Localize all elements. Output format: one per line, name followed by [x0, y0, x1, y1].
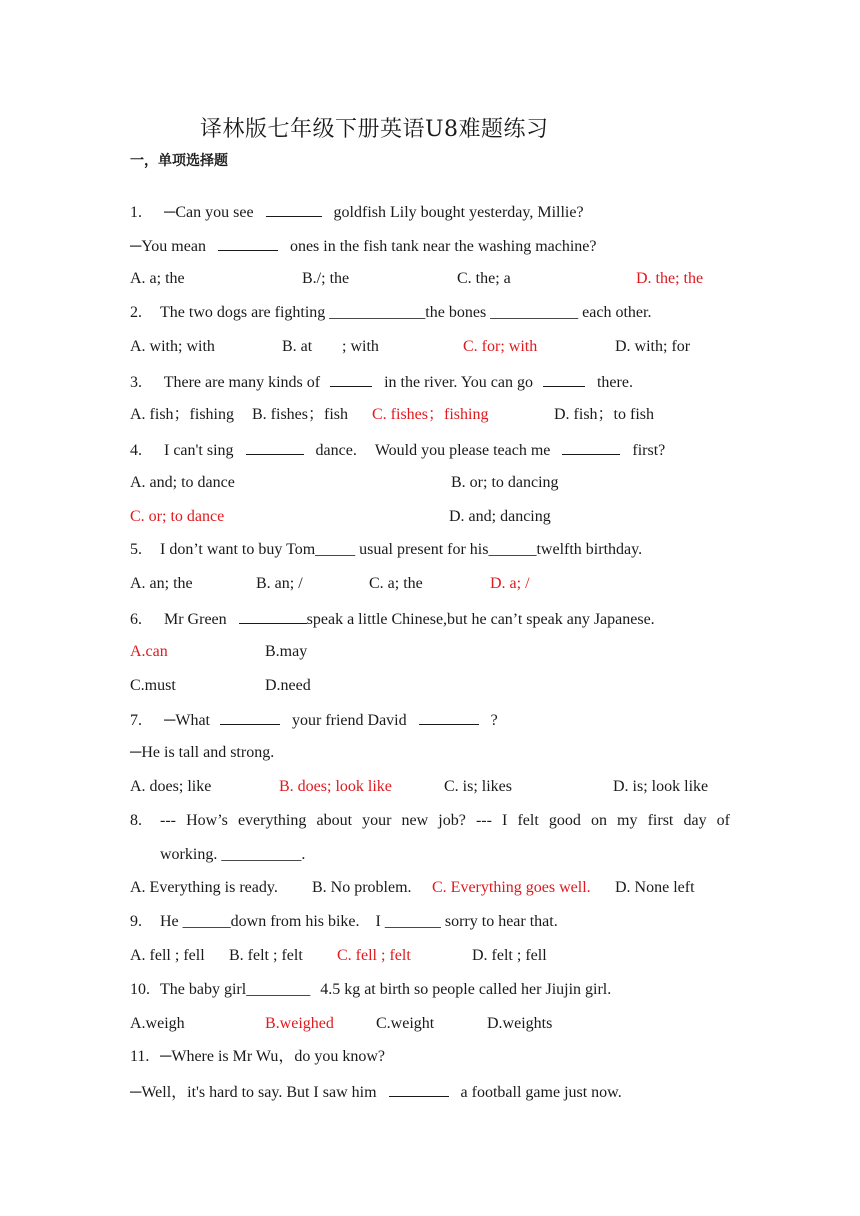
- option-c-answer: C. Everything goes well.: [432, 879, 591, 896]
- option-b: B.may: [265, 643, 308, 660]
- question-number: 1.: [130, 204, 142, 221]
- question-number: 4.: [130, 442, 142, 459]
- option-d: D. None left: [615, 879, 695, 896]
- question-number: 7.: [130, 712, 142, 729]
- blank: [330, 371, 372, 387]
- question-number: 3.: [130, 374, 142, 391]
- option-d-answer: D. a; /: [490, 575, 530, 592]
- option-d-answer: D. the; the: [636, 270, 704, 287]
- blank: [246, 439, 304, 455]
- question-9-line-1: 9. He ______down from his bike. I _______ sorry to hear that.: [130, 913, 558, 930]
- blank: [239, 608, 307, 624]
- option-d: D. with; for: [615, 338, 691, 355]
- option-b: B. felt ; felt: [229, 947, 303, 964]
- option-d: D. is; look like: [613, 778, 709, 795]
- option-a: A. fell ; fell: [130, 947, 205, 964]
- question-number: 5.: [130, 541, 142, 558]
- option-a: A. fish；fishing: [130, 406, 235, 423]
- option-c: C. is; likes: [444, 778, 513, 795]
- question-3-line-1: 3. There are many kinds of in the river. You can go there.: [130, 371, 633, 393]
- option-b: B. No problem.: [312, 879, 412, 896]
- question-number: 2.: [130, 304, 142, 321]
- question-8-line-1: --- How’s everything about your new job? --- I felt good on my first day of: [160, 812, 730, 829]
- question-number: 11.: [130, 1048, 150, 1065]
- question-8-line-2: working. __________.: [160, 846, 306, 863]
- question-11-line-2: ─Well，it's hard to say. But I saw him a football game just now.: [130, 1081, 622, 1103]
- option-b-answer: B. does; look like: [279, 778, 392, 795]
- question-6-line-1: 6. Mr Green speak a little Chinese,but he can’t speak any Japanese.: [130, 608, 655, 630]
- blank: [562, 439, 620, 455]
- option-c: C.must: [130, 677, 176, 694]
- option-c-answer: C. fishes；fishing: [372, 406, 489, 423]
- question-4-line-1: 4. I can't sing dance. Would you please teach me first?: [130, 439, 665, 461]
- option-b: B. fishes；fish: [252, 406, 349, 423]
- blank: [218, 235, 278, 251]
- blank: [543, 371, 585, 387]
- option-d: D.weights: [487, 1015, 553, 1032]
- question-10-line-1: 10. The baby girl________ 4.5 kg at birth so people called her Jiujin girl.: [130, 981, 612, 998]
- question-number: 10.: [130, 981, 150, 998]
- option-d: D.need: [265, 677, 311, 694]
- option-c: C.weight: [376, 1015, 435, 1032]
- question-number: 9.: [130, 913, 142, 930]
- option-b: B. or; to dancing: [451, 474, 559, 491]
- option-d: D. fish；to fish: [554, 406, 655, 423]
- question-8-number: 8.: [130, 812, 142, 829]
- option-a: A. and; to dance: [130, 474, 235, 491]
- option-b: B. an; /: [256, 575, 303, 592]
- option-c-answer: C. fell ; felt: [337, 947, 411, 964]
- option-a: A. does; like: [130, 778, 212, 795]
- option-a: A. Everything is ready.: [130, 879, 278, 896]
- option-c-answer: C. or; to dance: [130, 508, 225, 525]
- question-7-line-2: ─He is tall and strong.: [130, 744, 275, 761]
- option-c: C. a; the: [369, 575, 423, 592]
- question-7-line-1: 7. ─What your friend David ?: [130, 709, 498, 731]
- option-a: A.weigh: [130, 1015, 185, 1032]
- blank: [419, 709, 479, 725]
- section-heading: 一，单项选择题: [130, 153, 228, 169]
- option-a: A. an; the: [130, 575, 193, 592]
- question-number: 6.: [130, 611, 142, 628]
- option-a: A. a; the: [130, 270, 185, 287]
- page-title: 译林版七年级下册英语U8难题练习: [200, 117, 549, 142]
- blank: [389, 1081, 449, 1097]
- option-b: B. at: [282, 338, 313, 355]
- blank: [266, 201, 322, 217]
- option-c: C. the; a: [457, 270, 511, 287]
- option-c-answer: C. for; with: [463, 338, 538, 355]
- question-11-line-1: 11. ─Where is Mr Wu，do you know?: [130, 1048, 386, 1065]
- blank: [220, 709, 280, 725]
- option-b: B./; the: [302, 270, 350, 287]
- option-d: D. and; dancing: [449, 508, 551, 525]
- question-1-line-2: ─You mean ones in the fish tank near the washing machine?: [130, 235, 597, 257]
- option-b-answer: B.weighed: [265, 1015, 334, 1032]
- question-5-line-1: 5. I don’t want to buy Tom_____ usual present for his______twelfth birthday.: [130, 541, 643, 558]
- question-1-line-1: 1. ─Can you see goldfish Lily bought yesterday, Millie?: [130, 201, 584, 223]
- option-d: D. felt ; fell: [472, 947, 547, 964]
- option-a: A. with; with: [130, 338, 215, 355]
- option-b-continued: ; with: [342, 338, 379, 355]
- option-a-answer: A.can: [130, 643, 168, 660]
- question-2-line-1: 2. The two dogs are fighting ____________the bones ___________ each other.: [130, 304, 652, 321]
